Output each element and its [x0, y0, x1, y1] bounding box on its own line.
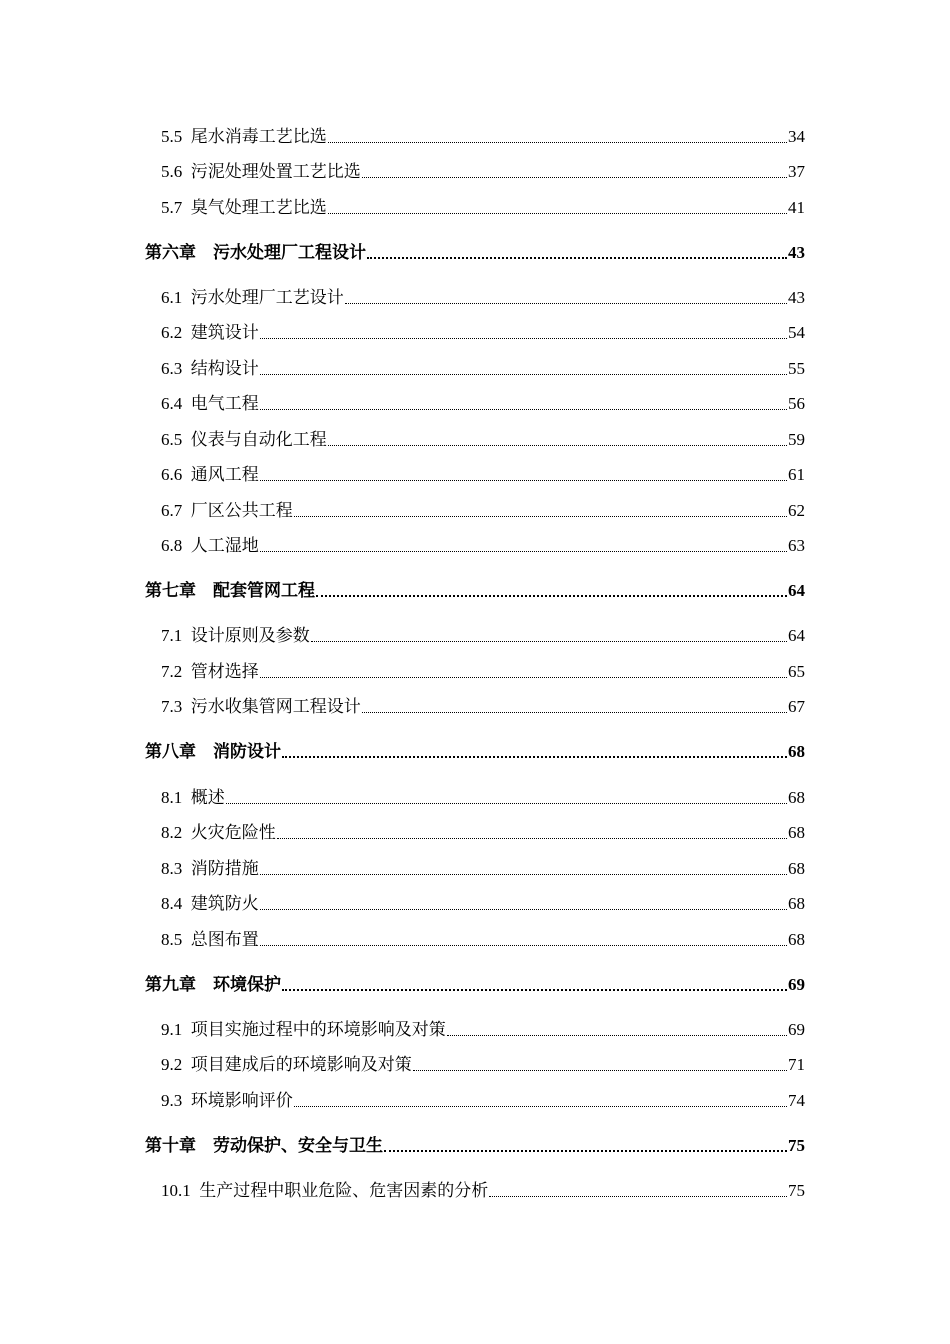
toc-entry-number: 第九章: [145, 975, 196, 994]
toc-entry-title: 通风工程: [190, 465, 259, 484]
toc-dot-leader: [260, 551, 787, 552]
toc-entry-number: 第六章: [145, 243, 196, 262]
toc-entry-number: 8.4: [161, 894, 183, 913]
toc-page-number: 37: [788, 162, 805, 181]
toc-entry-spacer: [182, 787, 191, 809]
toc-page-number: 41: [788, 198, 805, 217]
toc-section-entry[interactable]: [0, 820, 950, 844]
toc-page-number: 62: [788, 501, 805, 520]
toc-dot-leader: [311, 641, 787, 642]
toc-chapter-entry[interactable]: [0, 578, 950, 602]
toc-entry-spacer: [182, 322, 191, 344]
toc-section-entry[interactable]: [0, 891, 950, 915]
toc-entry-number: 6.6: [161, 465, 183, 484]
toc-entry-spacer: [196, 974, 213, 996]
toc-section-entry[interactable]: [0, 856, 950, 880]
toc-page-number: 56: [788, 394, 805, 413]
toc-dot-leader: [260, 909, 787, 910]
toc-page-number: 69: [788, 1020, 805, 1039]
toc-entry-title: 结构设计: [190, 359, 259, 378]
toc-entry-number: 8.5: [161, 930, 183, 949]
toc-entry-title: 污水收集管网工程设计: [190, 697, 361, 716]
toc-entry-title: 项目建成后的环境影响及对策: [190, 1055, 412, 1074]
toc-entry-spacer: [182, 429, 191, 451]
toc-dot-leader: [345, 303, 787, 304]
toc-section-entry[interactable]: [0, 623, 950, 647]
toc-page-number: 63: [788, 536, 805, 555]
toc-entry-title: 尾水消毒工艺比选: [190, 127, 327, 146]
toc-entry-spacer: [182, 1054, 191, 1076]
toc-section-entry[interactable]: [0, 124, 950, 148]
toc-entry-spacer: [182, 1019, 191, 1041]
toc-section-entry[interactable]: [0, 356, 950, 380]
toc-entry-spacer: [182, 500, 191, 522]
toc-page-number: 74: [788, 1091, 805, 1110]
toc-entry-number: 7.3: [161, 697, 183, 716]
toc-dot-leader: [316, 595, 787, 597]
toc-dot-leader: [384, 1150, 787, 1152]
toc-entry-number: 8.3: [161, 859, 183, 878]
toc-section-entry[interactable]: [0, 498, 950, 522]
toc-entry-title: 仪表与自动化工程: [190, 430, 327, 449]
toc-entry-spacer: [182, 661, 191, 683]
toc-entry-title: 项目实施过程中的环境影响及对策: [190, 1020, 446, 1039]
toc-page-number: 64: [788, 581, 805, 600]
toc-entry-title: 火灾危险性: [190, 823, 276, 842]
toc-page-number: 65: [788, 662, 805, 681]
toc-section-entry[interactable]: [0, 320, 950, 344]
toc-section-entry[interactable]: [0, 391, 950, 415]
toc-entry-spacer: [182, 535, 191, 557]
toc-entry-title: 厂区公共工程: [190, 501, 293, 520]
toc-entry-spacer: [182, 625, 191, 647]
toc-entry-spacer: [182, 464, 191, 486]
toc-entry-number: 5.5: [161, 127, 183, 146]
toc-page-number: 68: [788, 788, 805, 807]
toc-section-entry[interactable]: [0, 1088, 950, 1112]
toc-section-entry[interactable]: [0, 927, 950, 951]
toc-entry-title: 臭气处理工艺比选: [190, 198, 327, 217]
toc-entry-spacer: [182, 929, 191, 951]
toc-dot-leader: [328, 445, 787, 446]
toc-dot-leader: [260, 874, 787, 875]
toc-page-number: 55: [788, 359, 805, 378]
toc-section-entry[interactable]: [0, 159, 950, 183]
toc-dot-leader: [260, 338, 787, 339]
toc-entry-spacer: [182, 287, 191, 309]
toc-entry-title: 总图布置: [190, 930, 259, 949]
toc-entry-title: 污水处理厂工艺设计: [190, 288, 344, 307]
toc-entry-spacer: [182, 393, 191, 415]
toc-entry-number: 9.3: [161, 1091, 183, 1110]
toc-dot-leader: [277, 838, 787, 839]
toc-page-number: 75: [788, 1181, 805, 1200]
toc-page-number: 34: [788, 127, 805, 146]
toc-entry-title: 环境影响评价: [190, 1091, 293, 1110]
toc-entry-number: 7.2: [161, 662, 183, 681]
toc-entry-number: 6.7: [161, 501, 183, 520]
toc-page-number: 68: [788, 894, 805, 913]
toc-dot-leader: [294, 516, 787, 517]
toc-entry-spacer: [182, 1090, 191, 1112]
toc-dot-leader: [328, 142, 787, 143]
toc-entry-spacer: [182, 858, 191, 880]
toc-section-entry[interactable]: [0, 1178, 950, 1202]
toc-dot-leader: [282, 756, 787, 758]
toc-entry-title: 管材选择: [190, 662, 259, 681]
toc-entry-spacer: [182, 893, 191, 915]
toc-entry-number: 10.1: [161, 1181, 191, 1200]
toc-page-number: 69: [788, 975, 805, 994]
toc-dot-leader: [260, 677, 787, 678]
toc-page-number: 68: [788, 930, 805, 949]
toc-entry-number: 9.2: [161, 1055, 183, 1074]
toc-entry-number: 8.1: [161, 788, 183, 807]
toc-page-number: 68: [788, 823, 805, 842]
toc-page-number: 75: [788, 1136, 805, 1155]
toc-dot-leader: [294, 1106, 787, 1107]
toc-entry-spacer: [196, 580, 213, 602]
toc-entry-title: 建筑设计: [190, 323, 259, 342]
toc-page-number: 54: [788, 323, 805, 342]
toc-entry-title: 劳动保护、安全与卫生: [213, 1136, 383, 1155]
toc-section-entry[interactable]: [0, 195, 950, 219]
toc-entry-number: 7.1: [161, 626, 183, 645]
toc-entry-title: 设计原则及参数: [190, 626, 310, 645]
toc-entry-number: 9.1: [161, 1020, 183, 1039]
toc-page-number: 71: [788, 1055, 805, 1074]
toc-dot-leader: [260, 945, 787, 946]
toc-dot-leader: [489, 1196, 787, 1197]
toc-dot-leader: [362, 712, 787, 713]
toc-section-entry[interactable]: [0, 533, 950, 557]
toc-page-number: 68: [788, 859, 805, 878]
toc-dot-leader: [367, 257, 787, 259]
toc-dot-leader: [226, 803, 787, 804]
toc-dot-leader: [282, 989, 787, 991]
toc-entry-spacer: [182, 822, 191, 844]
toc-entry-title: 建筑防火: [190, 894, 259, 913]
toc-entry-number: 8.2: [161, 823, 183, 842]
toc-dot-leader: [260, 374, 787, 375]
toc-chapter-entry[interactable]: [0, 240, 950, 264]
toc-page-number: 68: [788, 742, 805, 761]
toc-entry-spacer: [196, 242, 213, 264]
toc-entry-title: 消防措施: [190, 859, 259, 878]
toc-chapter-entry[interactable]: [0, 1133, 950, 1157]
toc-entry-number: 6.2: [161, 323, 183, 342]
toc-page-number: 59: [788, 430, 805, 449]
toc-entry-number: 6.4: [161, 394, 183, 413]
toc-section-entry[interactable]: [0, 1017, 950, 1041]
toc-section-entry[interactable]: [0, 427, 950, 451]
toc-section-entry[interactable]: [0, 462, 950, 486]
toc-entry-number: 第十章: [145, 1136, 196, 1155]
toc-entry-spacer: [182, 197, 191, 219]
toc-section-entry[interactable]: [0, 1052, 950, 1076]
toc-page-number: 64: [788, 626, 805, 645]
toc-entry-title: 生产过程中职业危险、危害因素的分析: [199, 1181, 489, 1200]
toc-entry-spacer: [182, 126, 191, 148]
toc-dot-leader: [447, 1035, 787, 1036]
toc-entry-number: 6.3: [161, 359, 183, 378]
toc-entry-spacer: [182, 161, 191, 183]
toc-entry-title: 概述: [190, 788, 225, 807]
toc-dot-leader: [362, 177, 787, 178]
toc-entry-title: 电气工程: [190, 394, 259, 413]
toc-entry-spacer: [182, 358, 191, 380]
toc-chapter-entry[interactable]: [0, 739, 950, 763]
toc-section-entry[interactable]: [0, 694, 950, 718]
toc-section-entry[interactable]: [0, 285, 950, 309]
toc-dot-leader: [328, 213, 787, 214]
toc-entry-spacer: [182, 696, 191, 718]
toc-entry-title: 污泥处理处置工艺比选: [190, 162, 361, 181]
toc-dot-leader: [413, 1070, 787, 1071]
toc-page-number: 67: [788, 697, 805, 716]
toc-entry-number: 6.8: [161, 536, 183, 555]
toc-chapter-entry[interactable]: [0, 972, 950, 996]
toc-entry-number: 第七章: [145, 581, 196, 600]
toc-entry-spacer: [196, 1135, 213, 1157]
toc-page-number: 43: [788, 288, 805, 307]
toc-entry-number: 6.5: [161, 430, 183, 449]
toc-dot-leader: [260, 409, 787, 410]
toc-entry-number: 第八章: [145, 742, 196, 761]
toc-dot-leader: [260, 480, 787, 481]
toc-section-entry[interactable]: [0, 659, 950, 683]
toc-entry-number: 5.7: [161, 198, 183, 217]
toc-page-number: 43: [788, 243, 805, 262]
toc-entry-number: 6.1: [161, 288, 183, 307]
toc-entry-title: 消防设计: [213, 742, 281, 761]
toc-entry-title: 环境保护: [213, 975, 281, 994]
toc-entry-title: 污水处理厂工程设计: [213, 243, 366, 262]
toc-entry-spacer: [191, 1180, 200, 1202]
toc-section-entry[interactable]: [0, 785, 950, 809]
toc-entry-title: 配套管网工程: [213, 581, 315, 600]
toc-entry-number: 5.6: [161, 162, 183, 181]
toc-entry-spacer: [196, 741, 213, 763]
toc-entry-title: 人工湿地: [190, 536, 259, 555]
toc-page-number: 61: [788, 465, 805, 484]
